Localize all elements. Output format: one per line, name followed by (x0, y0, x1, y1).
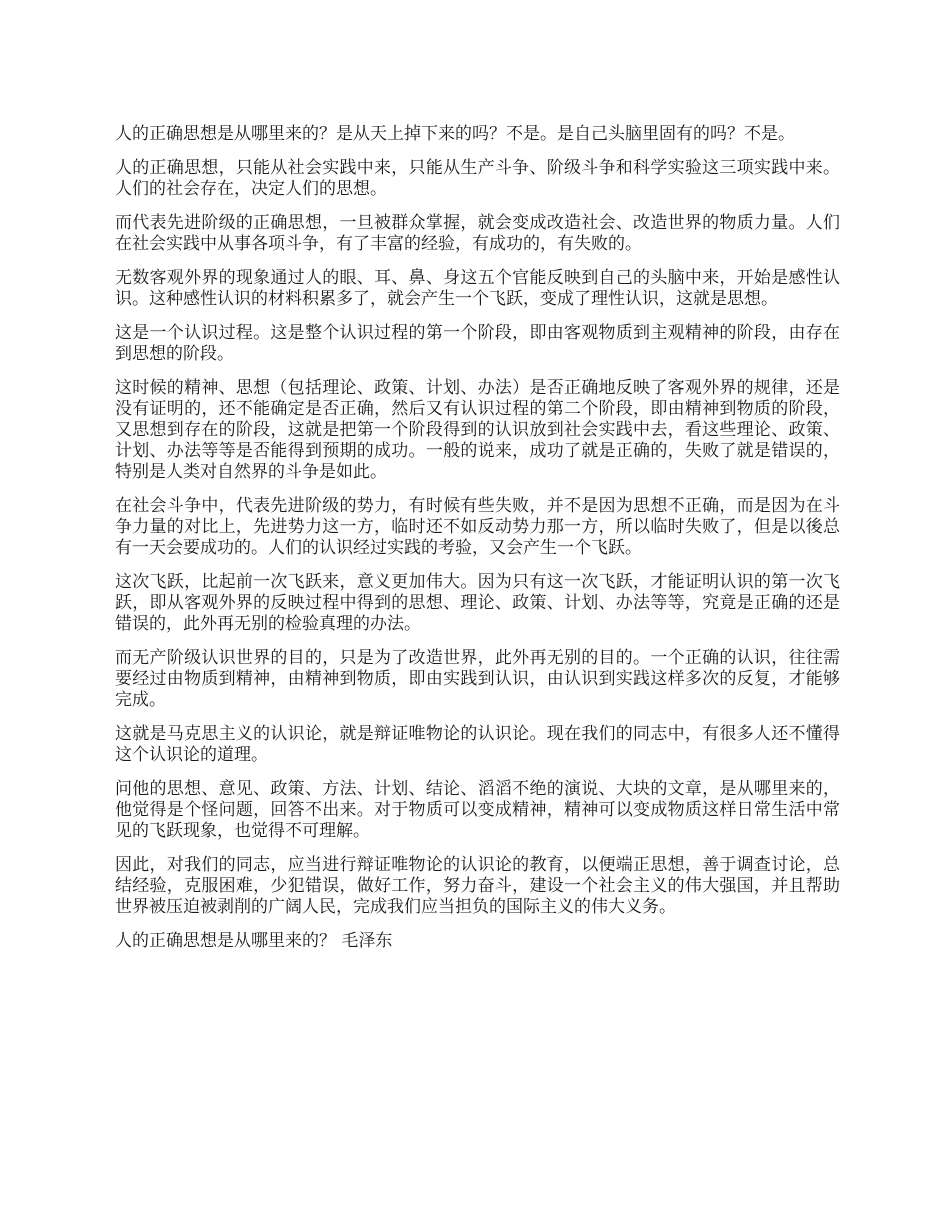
paragraph-3: 而代表先进阶级的正确思想，一旦被群众掌握，就会变成改造社会、改造世界的物质力量。人们在社会实践中从事各项斗争，有了丰富的经验，有成功的，有失败的。 (115, 213, 840, 254)
paragraph-7: 在社会斗争中，代表先进阶级的势力，有时候有些失败，并不是因为思想不正确，而是因为在斗争力量的对比上，先进势力这一方，临时还不如反动势力那一方，所以临时失败了，但是以後总有一天会要成功的。人们的认识经过实践的考验，又会产生一个飞跃。 (115, 496, 840, 558)
paragraph-12: 因此，对我们的同志，应当进行辩证唯物论的认识论的教育，以便端正思想，善于调查讨论，总结经验，克服困难，少犯错误，做好工作，努力奋斗，建设一个社会主义的伟大强国，并且帮助世界被压迫被剥削的广阔人民，完成我们应当担负的国际主义的伟大义务。 (115, 855, 840, 917)
paragraph-5: 这是一个认识过程。这是整个认识过程的第一个阶段，即由客观物质到主观精神的阶段，由存在到思想的阶段。 (115, 323, 840, 364)
document-body (115, 124, 840, 965)
paragraph-9: 而无产阶级认识世界的目的，只是为了改造世界，此外再无别的目的。一个正确的认识，往往需要经过由物质到精神，由精神到物质，即由实践到认识，由认识到实践这样多次的反复，才能够完成。 (115, 648, 840, 710)
paragraph-8: 这次飞跃，比起前一次飞跃来，意义更加伟大。因为只有这一次飞跃，才能证明认识的第一次飞跃，即从客观外界的反映过程中得到的思想、理论、政策、计划、办法等等，究竟是正确的还是错误的，此外再无别的检验真理的办法。 (115, 572, 840, 634)
paragraph-6: 这时候的精神、思想（包括理论、政策、计划、办法）是否正确地反映了客观外界的规律，还是没有证明的，还不能确定是否正确，然后又有认识过程的第二个阶段，即由精神到物质的阶段，又思想到存在的阶段，这就是把第一个阶段得到的认识放到社会实践中去，看这些理论、政策、计划、办法等等是否能得到预期的成功。一般的说来，成功了就是正确的，失败了就是错误的，特别是人类对自然界的斗争是如此。 (115, 378, 840, 482)
paragraph-4: 无数客观外界的现象通过人的眼、耳、鼻、身这五个官能反映到自己的头脑中来，开始是感性认识。这种感性认识的材料积累多了，就会产生一个飞跃，变成了理性认识，这就是思想。 (115, 268, 840, 309)
paragraph-11: 问他的思想、意见、政策、方法、计划、结论、滔滔不绝的演说、大块的文章，是从哪里来的，他觉得是个怪问题，回答不出来。对于物质可以变成精神，精神可以变成物质这样日常生活中常见的飞跃现象，也觉得不可理解。 (115, 779, 840, 841)
paragraph-10: 这就是马克思主义的认识论，就是辩证唯物论的认识论。现在我们的同志中，有很多人还不懂得这个认识论的道理。 (115, 724, 840, 765)
paragraph-1: 人的正确思想是从哪里来的？是从天上掉下来的吗？不是。是自己头脑里固有的吗？不是。 (115, 124, 795, 144)
title-author-line: 人的正确思想是从哪里来的？ 毛泽东 (115, 931, 393, 951)
paragraph-2: 人的正确思想，只能从社会实践中来，只能从生产斗争、阶级斗争和科学实验这三项实践中来。人们的社会存在，决定人们的思想。 (115, 158, 840, 199)
